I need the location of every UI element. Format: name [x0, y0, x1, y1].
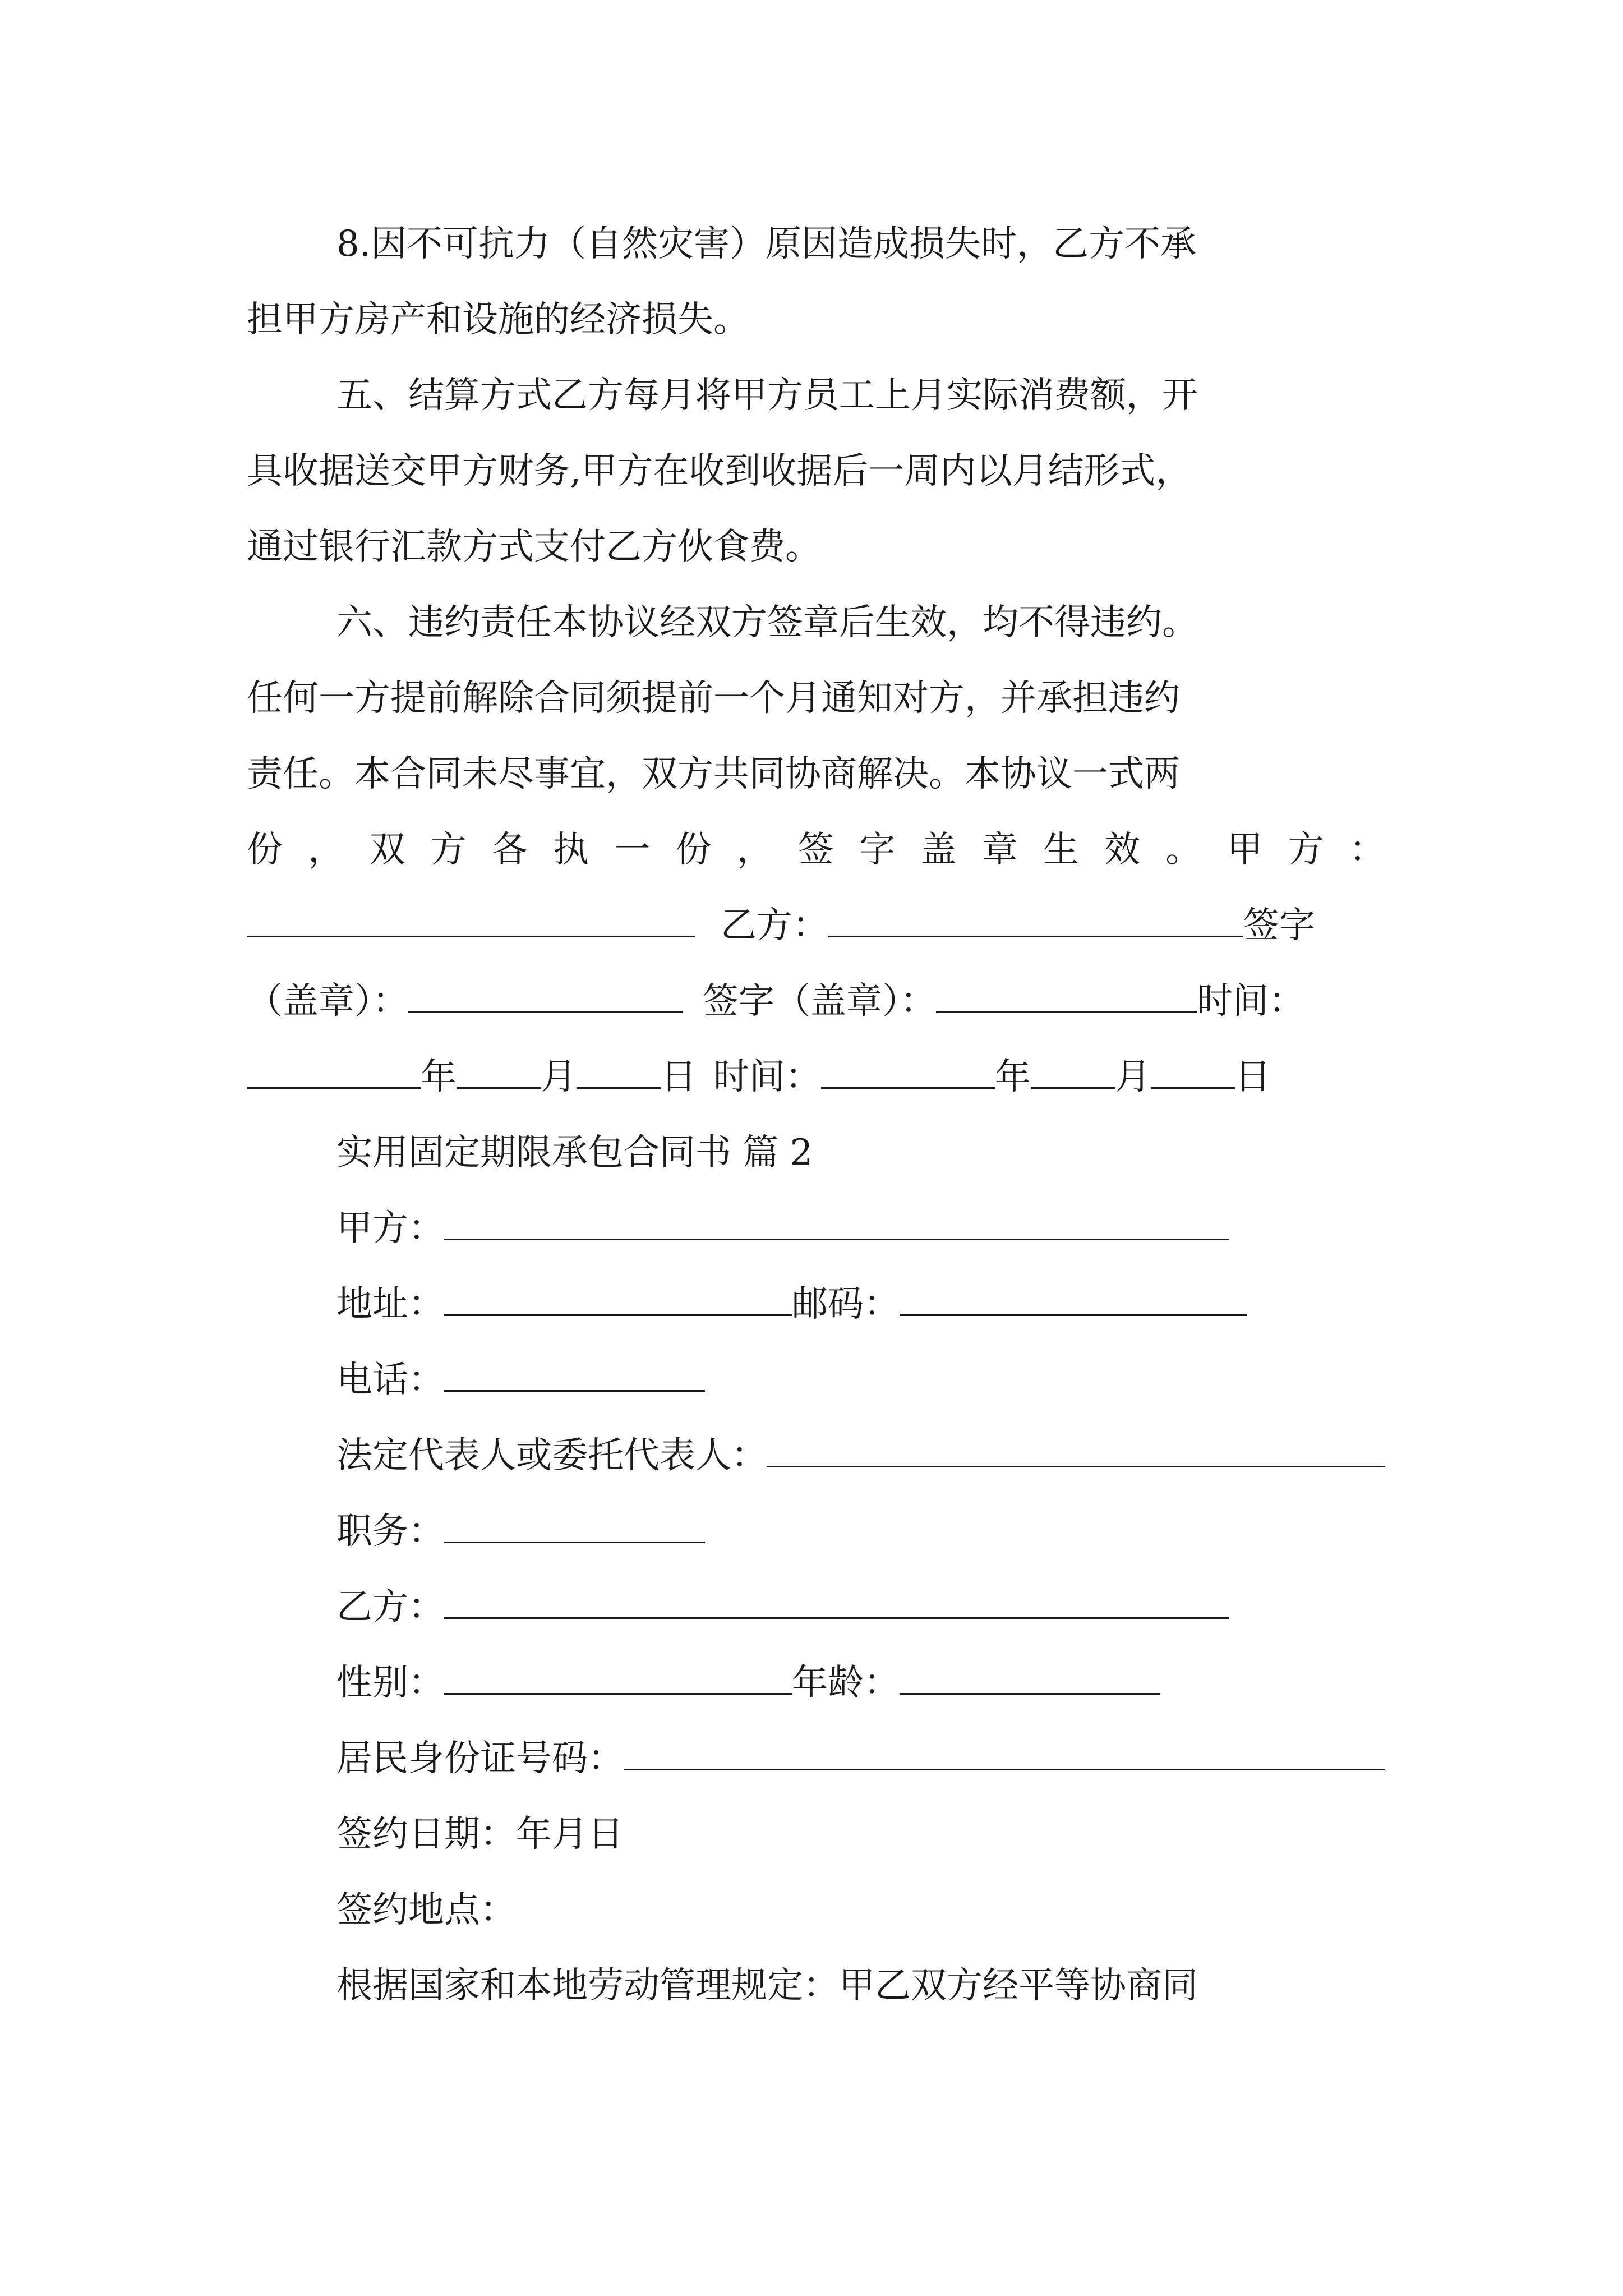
time-label-1: 时间：: [1197, 981, 1304, 1022]
address-row: [336, 1282, 1385, 1327]
party-a-month-blank[interactable]: [457, 1055, 541, 1089]
spaced-char: 执: [553, 829, 589, 871]
age-label: 年龄：: [792, 1662, 900, 1704]
postcode-field[interactable]: [900, 1282, 1247, 1316]
section-5-line-3: 通过银行汇款方式支付乙方伙食费。: [247, 526, 821, 568]
spaced-char: 方: [1288, 829, 1324, 871]
gender-age-row: [336, 1660, 1385, 1705]
sign-place: 签约地点：: [336, 1889, 516, 1931]
address-field[interactable]: [444, 1282, 792, 1316]
age-field[interactable]: [900, 1660, 1160, 1695]
party-b-year-blank[interactable]: [821, 1055, 995, 1089]
party-a-row: [336, 1206, 1385, 1251]
spaced-char: 盖: [920, 829, 957, 871]
contract-2-title: 实用固定期限承包合同书 篇 2: [336, 1132, 813, 1174]
party-a-day-blank[interactable]: [577, 1055, 661, 1089]
month-label-2: 月: [1115, 1056, 1151, 1098]
section-6-line-3: 责任。本合同未尽事宜，双方共同协商解决。本协议一式两: [247, 753, 1180, 795]
phone-label: 电话：: [336, 1359, 444, 1401]
party-b-seal-blank[interactable]: [936, 979, 1197, 1013]
spaced-char: 双: [369, 829, 405, 871]
contract-2-intro: 根据国家和本地劳动管理规定：甲乙双方经平等协商同: [336, 1965, 1198, 2007]
postcode-label: 邮码：: [792, 1283, 900, 1325]
signature-row-3: [247, 1055, 1385, 1099]
gender-label: 性别：: [336, 1662, 444, 1704]
section-6-line-2: 任何一方提前解除合同须提前一个月通知对方，并承担违约: [247, 678, 1180, 719]
legal-rep-label: 法定代表人或委托代表人：: [336, 1435, 767, 1476]
section-6-line-1: 六、违约责任本协议经双方签章后生效，均不得违约。: [336, 602, 1198, 643]
seal-label-2: 签字（盖章）：: [703, 981, 936, 1022]
signature-row-2: [247, 979, 1385, 1024]
legal-rep-field[interactable]: [767, 1433, 1385, 1467]
position-row: [336, 1509, 1385, 1554]
party-b-label-2: 乙方：: [336, 1586, 444, 1628]
spaced-char: 字: [859, 829, 896, 871]
sign-date: 签约日期：年月日: [336, 1814, 624, 1855]
position-field[interactable]: [444, 1509, 705, 1543]
address-label: 地址：: [336, 1283, 444, 1325]
party-b-blank[interactable]: [828, 903, 1243, 937]
party-b-day-blank[interactable]: [1151, 1055, 1235, 1089]
spaced-char: 份: [247, 829, 283, 871]
paragraph-8-line-1: 8.因不可抗力（自然灾害）原因造成损失时，乙方不承: [336, 223, 1197, 265]
spaced-char: 效: [1104, 829, 1141, 871]
party-a-label: 甲方：: [336, 1208, 444, 1249]
spaced-char: 章: [981, 829, 1018, 871]
party-a-seal-blank[interactable]: [408, 979, 683, 1013]
id-number-field[interactable]: [624, 1736, 1385, 1770]
time-label-2: 时间：: [713, 1056, 821, 1098]
spaced-char: 生: [1043, 829, 1079, 871]
spaced-char: ：: [1349, 829, 1385, 871]
seal-label-1: （盖章）：: [247, 981, 408, 1022]
gender-field[interactable]: [444, 1660, 792, 1695]
party-b-row: [336, 1585, 1385, 1630]
phone-field[interactable]: [444, 1358, 705, 1392]
party-b-field[interactable]: [444, 1585, 1229, 1619]
position-label: 职务：: [336, 1511, 444, 1552]
id-number-row: [336, 1736, 1385, 1781]
day-label-2: 日: [1235, 1056, 1271, 1098]
section-5-line-2: 具收据送交甲方财务,甲方在收到收据后一周内以月结形式，: [247, 450, 1192, 492]
year-label-2: 年: [995, 1056, 1031, 1098]
paragraph-8-line-2: 担甲方房产和设施的经济损失。: [247, 299, 749, 341]
legal-rep-row: [336, 1433, 1385, 1478]
party-b-month-blank[interactable]: [1031, 1055, 1115, 1089]
year-label-1: 年: [421, 1056, 457, 1098]
party-a-year-blank[interactable]: [247, 1055, 421, 1089]
spaced-char: 甲: [1227, 829, 1263, 871]
id-number-label: 居民身份证号码：: [336, 1738, 624, 1779]
month-label-1: 月: [541, 1056, 577, 1098]
spaced-char: 方: [430, 829, 467, 871]
section-5-line-1: 五、结算方式乙方每月将甲方员工上月实际消费额，开: [336, 375, 1198, 416]
party-a-blank[interactable]: [247, 903, 695, 937]
spaced-char: 签: [797, 829, 834, 871]
spaced-char: 份: [675, 829, 712, 871]
sign-label-1: 签字: [1243, 905, 1315, 946]
signature-row-1: [247, 903, 1385, 948]
party-b-label: 乙方：: [721, 905, 828, 946]
party-a-field[interactable]: [444, 1206, 1229, 1240]
spaced-char: 各: [491, 829, 528, 871]
day-label-1: 日: [661, 1056, 697, 1098]
spaced-char: ，: [736, 829, 773, 871]
spaced-char: 。: [1165, 829, 1202, 871]
section-6-line-4: [247, 827, 1385, 872]
spaced-char: 一: [614, 829, 651, 871]
spaced-char: ，: [308, 829, 344, 871]
phone-row: [336, 1358, 1385, 1402]
